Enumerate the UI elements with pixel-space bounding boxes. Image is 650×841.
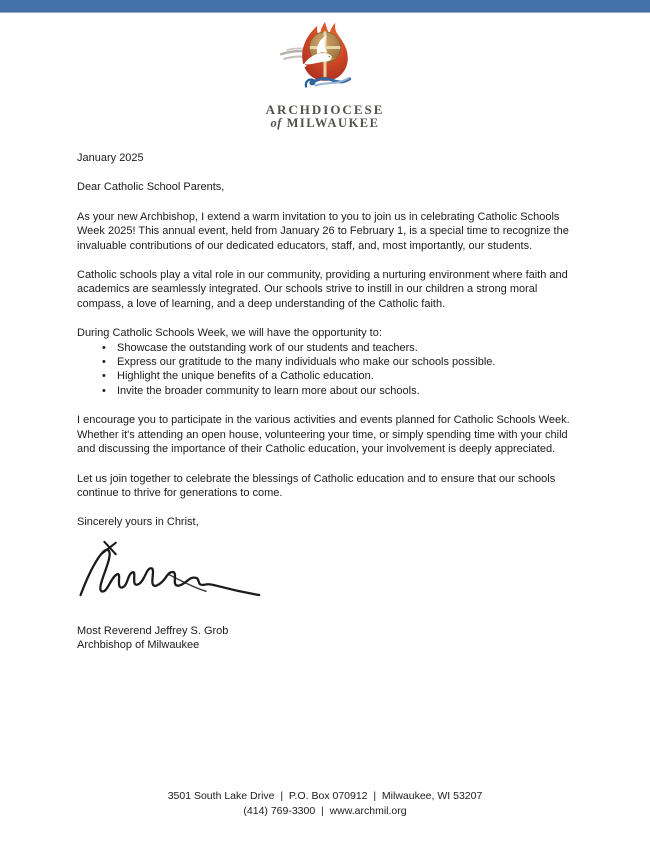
footer-address-line: 3501 South Lake Drive | P.O. Box 070912 | Milwaukee, WI 53207: [167, 790, 483, 802]
letter-paragraph: Catholic schools play a vital role in our community, providing a nurturing environment where faith and academics are seamlessly integrated. Our schools strive to instill in our children a strong moral compass, a love of learning, and a deep understanding of the Catholic faith.: [77, 269, 568, 310]
letter-salutation: Dear Catholic School Parents,: [77, 181, 225, 194]
bullet-item: • Express our gratitude to the many individuals who make our schools possible.: [102, 355, 577, 369]
handwritten-signature-image: [73, 536, 577, 622]
signer-name: Most Reverend Jeffrey S. Grob: [77, 624, 229, 637]
letter-paragraph: As your new Archbishop, I extend a warm invitation to you to join us in celebrating Catholic Schools Week 2025! This annual event, held from January 26 to February 1, is a special time to recognize the invaluable contributions of our dedicated educators, staff, and, most importantly, our students.: [77, 210, 569, 252]
signer-title: Archbishop of Milwaukee: [77, 639, 200, 652]
bullet-item: • Showcase the outstanding work of our students and teachers.: [102, 341, 577, 355]
flame-dove-cross-wave-logo-icon: [275, 20, 375, 96]
letterhead-org-name: ARCHDIOCESE: [265, 102, 385, 117]
letter-closing: Sincerely yours in Christ,: [77, 516, 199, 529]
handwritten-signature-icon: [73, 536, 263, 617]
letter-footer: [0, 789, 650, 819]
letter-date: January 2025: [77, 152, 144, 164]
top-accent-bar: [0, 0, 650, 13]
letterhead-org-location: [0, 117, 650, 130]
footer-contact-line: (414) 769-3300 | www.archmil.org: [243, 805, 407, 817]
bullet-item: • Highlight the unique benefits of a Catholic education.: [102, 369, 577, 383]
letterhead-city-word: MILWAUKEE: [286, 116, 380, 130]
letter-paragraph: I encourage you to participate in the various activities and events planned for Catholic Schools Week. Whether it's attending an open house, volunteering your time, or simply spending time with your child and discussing the importance of their Catholic education, your involvement is deeply appreciated.: [77, 414, 570, 456]
letter-bullet-list: [77, 341, 577, 399]
archdiocese-logo: [275, 20, 375, 96]
letter-body: [77, 151, 577, 653]
letter-paragraph: Let us join together to celebrate the blessings of Catholic education and to ensure that our schools continue to thrive for generations to come.: [77, 472, 556, 499]
letter-paragraph: During Catholic Schools Week, we will have the opportunity to:: [77, 327, 382, 340]
letterhead: [0, 20, 650, 130]
letterhead-of-word: of: [270, 116, 282, 130]
bullet-item: • Invite the broader community to learn more about our schools.: [102, 384, 577, 398]
